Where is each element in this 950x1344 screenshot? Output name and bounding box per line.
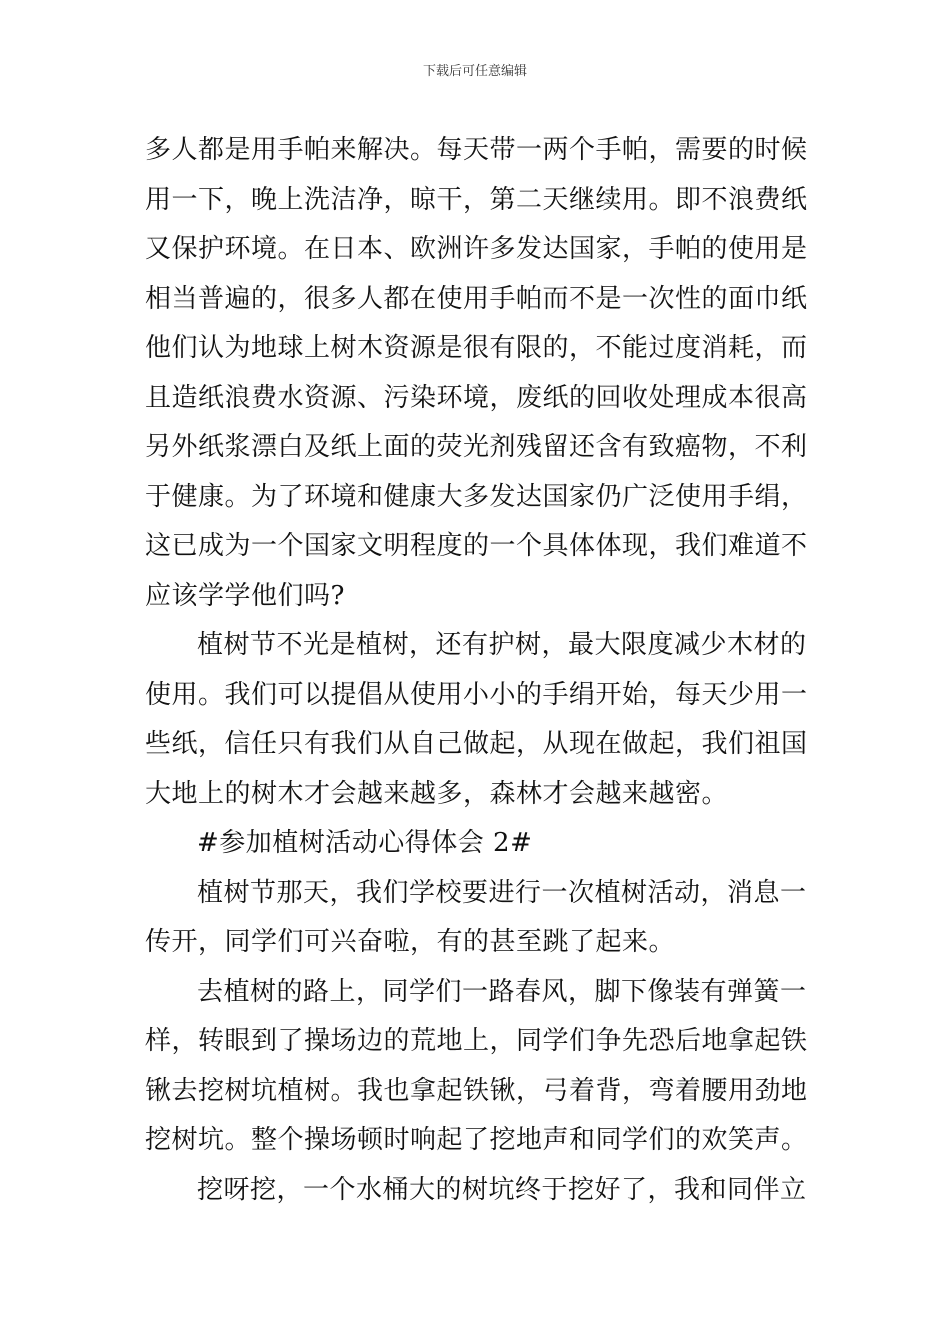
text-line: 这已成为一个国家文明程度的一个具体体现，我们难道不 bbox=[145, 531, 808, 561]
text-line: 大地上的树木才会越来越多，森林才会越来越密。 bbox=[145, 778, 729, 809]
text-line: 用一下，晚上洗洁净，晾干，第二天继续用。即不浪费纸 bbox=[145, 184, 808, 215]
text-line: 应该学学他们吗? bbox=[145, 580, 345, 611]
page-header: 下载后可任意编辑 bbox=[422, 64, 527, 79]
text-line: 他们认为地球上树木资源是很有限的，不能过度消耗，而 bbox=[145, 333, 808, 363]
document-body bbox=[145, 126, 825, 1215]
text-line: #参加植树活动心得体会 2# bbox=[197, 828, 533, 858]
text-line: 锹去挖树坑植树。我也拿起铁锹，弓着背，弯着腰用劲地 bbox=[145, 1075, 808, 1106]
text-line: 挖树坑。整个操场顿时响起了挖地声和同学们的欢笑声。 bbox=[145, 1125, 808, 1155]
text-line: 使用。我们可以提倡从使用小小的手绢开始，每天少用一 bbox=[145, 679, 808, 710]
text-line: 又保护环境。在日本、欧洲许多发达国家，手帕的使用是 bbox=[145, 234, 808, 264]
text-line: 样，转眼到了操场边的荒地上，同学们争先恐后地拿起铁 bbox=[145, 1026, 808, 1056]
text-line: 些纸，信任只有我们从自己做起，从现在做起，我们祖国 bbox=[145, 729, 808, 759]
text-line: 去植树的路上，同学们一路春风，脚下像装有弹簧一 bbox=[197, 976, 807, 1007]
text-line: 多人都是用手帕来解决。每天带一两个手帕，需要的时候 bbox=[145, 135, 808, 165]
text-line: 相当普遍的，很多人都在使用手帕而不是一次性的面巾纸 bbox=[145, 283, 808, 314]
text-line: 挖呀挖，一个水桶大的树坑终于挖好了，我和同伴立 bbox=[197, 1174, 807, 1205]
text-line: 且造纸浪费水资源、污染环境，废纸的回收处理成本很高 bbox=[145, 382, 808, 413]
text-line: 植树节那天，我们学校要进行一次植树活动，消息一 bbox=[197, 877, 807, 908]
text-line: 于健康。为了环境和健康大多发达国家仍广泛使用手绢， bbox=[145, 481, 808, 512]
text-line: 传开，同学们可兴奋啦，有的甚至跳了起来。 bbox=[145, 927, 676, 957]
text-line: 植树节不光是植树，还有护树，最大限度减少木材的 bbox=[197, 630, 807, 660]
text-line: 另外纸浆漂白及纸上面的荧光剂残留还含有致癌物，不利 bbox=[145, 432, 808, 462]
